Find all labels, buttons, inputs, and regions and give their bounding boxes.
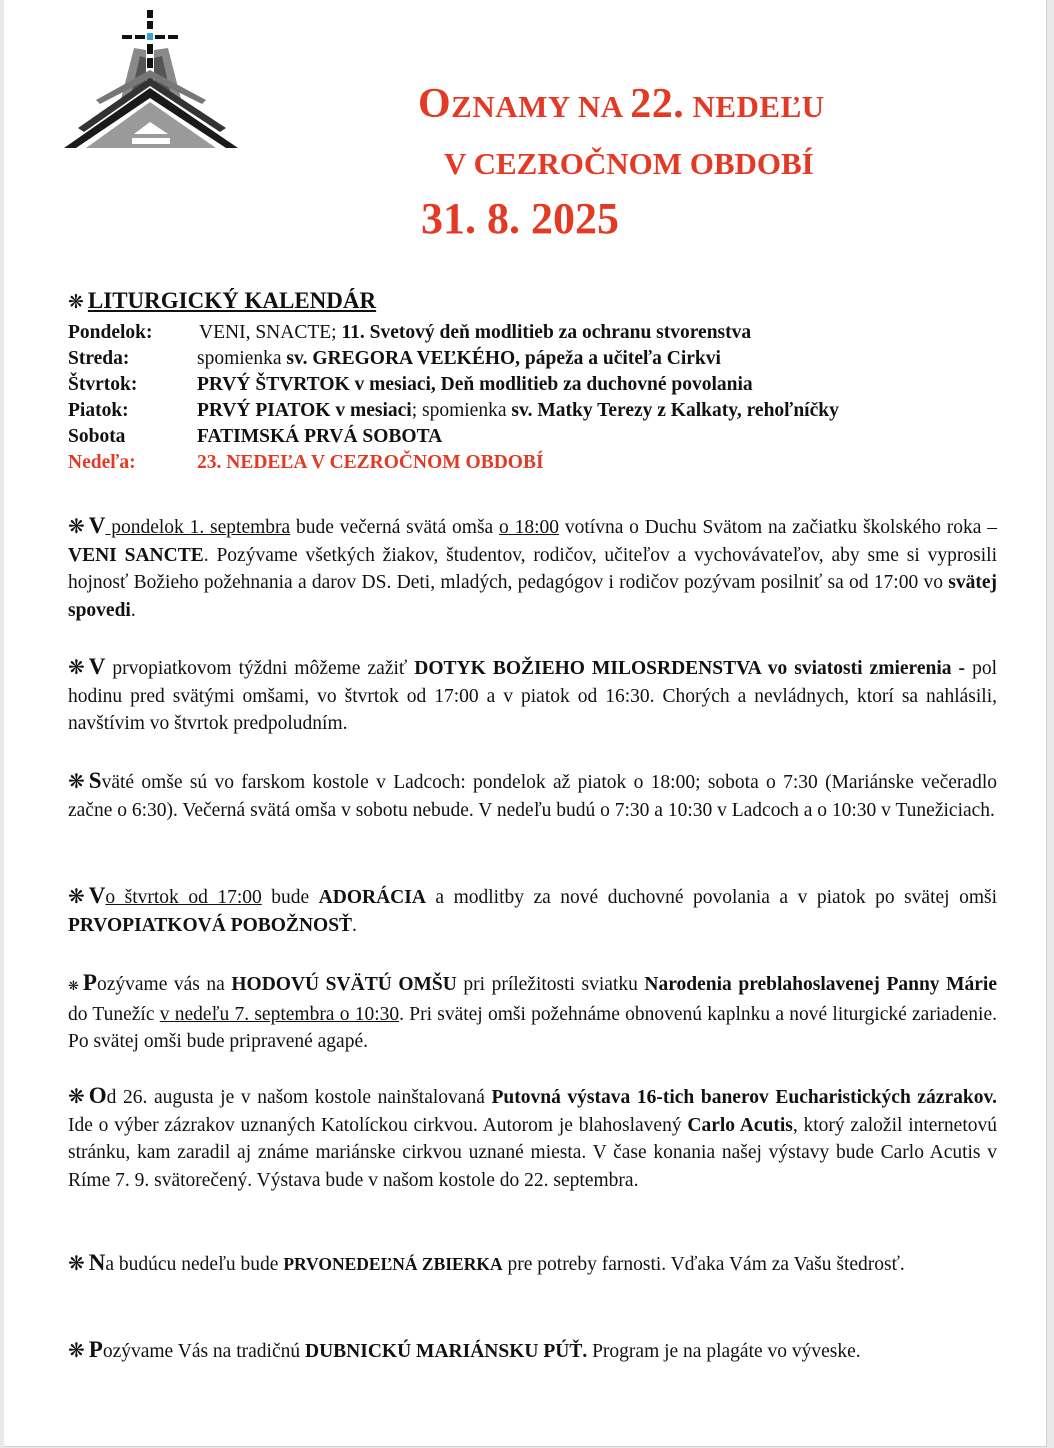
- calendar-day: Štvrtok:: [68, 374, 138, 395]
- announcement-paragraph: ❋ V pondelok 1. septembra bude večerná svätá omša o 18:00 votívna o Duchu Svätom na začiatku školského roka – VENI SANCTE. Pozývame všetkých žiakov, študentov, rodičov, učiteľov a vychovávateľov, aby sme si vyprosili hojnosť Božieho požehnania a darov DS. Deti, mladých, pedagógov i rodičov pozývam posilniť sa od 17:00 vo svätej spovedi.: [68, 513, 998, 621]
- calendar-day: Piatok:: [68, 400, 129, 421]
- announcement-date: 31. 8. 2025: [421, 194, 619, 243]
- flower-bullet-icon: ❋: [68, 1338, 85, 1362]
- calendar-day: Pondelok:: [68, 322, 153, 343]
- announcement-paragraph: ❋ Sväté omše sú vo farskom kostole v Ladcoch: pondelok až piatok o 18:00; sobota o 7:30 (Mariánske večeradlo začne o 6:30). Večerná svätá omša v sobotu nebude. V nedeľu budú o 7:30 a 10:30 v Ladcoch a o 10:30 v Tunežiciach.: [68, 768, 997, 821]
- calendar-heading: ❋ LITURGICKÝ KALENDÁR: [68, 288, 377, 313]
- announcement-paragraph: ❋ Od 26. augusta je v našom kostole nainštalovaná Putovná výstava 16-tich banerov Eucharistických zázrakov. Ide o výber zázrakov uznaných Katolíckou cirkvou. Autorom je blahoslavený Carlo Acutis, ktorý založil internetovú stránku, kam zaradil aj známe mariánske cirkvou uznané miesta. V čase konania našej výstavy bude Carlo Acutis v Ríme 7. 9. svätorečený. Výstava bude v našom kostole do 22. septembra.: [68, 1083, 998, 1191]
- flower-bullet-icon: ❋: [68, 1084, 85, 1108]
- flower-bullet-icon: ❋: [68, 291, 84, 313]
- calendar-day: Sobota: [68, 426, 126, 447]
- announcement-paragraph: ❋ Pozývame Vás na tradičnú DUBNICKÚ MARIÁNSKU PÚŤ. Program je na plagáte vo výveske.: [68, 1337, 861, 1362]
- title-line-2: V CEZROČNOM OBDOBÍ: [444, 146, 814, 181]
- document-page: OZNAMY NA 22. NEDEĽU V CEZROČNOM OBDOBÍ 31. 8. 2025 ❋ LITURGICKÝ KALENDÁR Pondelok: VENI, SNACTE; 11. Svetový deň modlitieb za ochranu stvorenstva Streda: spomienka sv. GREGORA VEĽKÉHO, pápeža a učiteľa Cirkvi Štvrtok: PRVÝ ŠTVRTOK v mesiaci, Deň modlitieb za duchovné povolania Piatok: PRVÝ PIATOK v mesiaci; spomienka sv. Matky Terezy z Kalkaty, rehoľníčky Sobota FATIMSKÁ PRVÁ SOBOTA Nedeľa: 23. NEDEĽA V CEZROČNOM OBDOBÍ ❋ V pondelok 1. septembra bude večerná svätá omša o 18:00 votívna o Duchu Svätom na začiatku školského roka – VENI SANCTE. Pozývame všetkých žiakov, študentov, rodičov, učiteľov a vychovávateľov, aby sme si vyprosili hojnosť Božieho požehnania a darov DS. Deti, mladých, pedagógov i rodičov pozývam posilniť sa od 17:00 vo svätej spovedi. ❋ V prvopiatkovom týždni môžeme zažiť DOTYK BOŽIEHO MILOSRDENSTVA vo sviatosti zmierenia - pol hodinu pred svätými omšami, vo štvrtok od 17:00 a v piatok od 16:30. Chorých a nevládnych, ktorí sa nahlásili, navštívim vo štvrtok predpoludním. ❋ Sväté omše sú vo farskom kostole v Ladcoch: pondelok až piatok o 18:00; sobota o 7:30 (Mariánske večeradlo začne o 6:30). Večerná svätá omša v sobotu nebude. V nedeľu budú o 7:30 a 10:30 v Ladcoch a o 10:30 v Tunežiciach. ❋ Vo štvrtok od 17:00 bude ADORÁCIA a modlitby za nové duchovné povolania a v piatok po svätej omši PRVOPIATKOVÁ POBOŽNOSŤ. ❋ Pozývame vás na HODOVÚ SVÄTÚ OMŠU pri príležitosti sviatku Narodenia preblahoslavenej Panny Márie do Tunežíc v nedeľu 7. septembra o 10:30. Pri svätej omši požehnáme obnovenú kaplnku a nové liturgické zariadenie. Po svätej omši bude pripravené agapé. ❋ Od 26. augusta je v našom kostole nainštalovaná Putovná výstava 16-tich banerov Eucharistických zázrakov. Ide o výber zázrakov uznaných Katolíckou cirkvou. Autorom je blahoslavený Carlo Acutis, ktorý založil internetovú stránku, kam zaradil aj známe mariánske cirkvou uznané miesta. V čase konania našej výstavy bude Carlo Acutis v Ríme 7. 9. svätorečený. Výstava bude v našom kostole do 22. septembra. ❋ Na budúcu nedeľu bude PRVONEDEĽNÁ ZBIERKA pre potreby farnosti. Vďaka Vám za Vašu štedrosť. ❋ Pozývame Vás na tradičnú DUBNICKÚ MARIÁNSKU PÚŤ. Program je na plagáte vo výveske.: [4, 0, 1047, 1447]
- flower-bullet-icon: ❋: [68, 514, 85, 538]
- announcement-paragraph: ❋ Vo štvrtok od 17:00 bude ADORÁCIA a modlitby za nové duchovné povolania a v piatok po svätej omši PRVOPIATKOVÁ POBOŽNOSŤ.: [68, 883, 997, 936]
- flower-bullet-icon: ❋: [68, 1251, 85, 1275]
- flower-bullet-icon: ❋: [68, 769, 85, 793]
- flower-bullet-icon: ❋: [68, 655, 85, 679]
- calendar-day: Streda:: [68, 348, 130, 369]
- announcement-paragraph: ❋ Pozývame vás na HODOVÚ SVÄTÚ OMŠU pri príležitosti sviatku Narodenia preblahoslavenej Panny Márie do Tunežíc v nedeľu 7. septembra o 10:30. Pri svätej omši požehnáme obnovenú kaplnku a nové liturgické zariadenie. Po svätej omši bude pripravené agapé.: [68, 970, 997, 1052]
- church-cross-logo: [56, 8, 246, 153]
- announcement-paragraph: ❋ V prvopiatkovom týždni môžeme zažiť DOTYK BOŽIEHO MILOSRDENSTVA vo sviatosti zmierenia - pol hodinu pred svätými omšami, vo štvrtok od 17:00 a v piatok od 16:30. Chorých a nevládnych, ktorí sa nahlásili, navštívim vo štvrtok predpoludním.: [68, 654, 997, 734]
- flower-bullet-icon: ❋: [68, 979, 79, 994]
- title-line-1: OZNAMY NA 22. NEDEĽU: [418, 81, 825, 127]
- flower-bullet-icon: ❋: [68, 884, 85, 908]
- calendar-day: Nedeľa:: [68, 452, 136, 473]
- announcement-paragraph: ❋ Na budúcu nedeľu bude PRVONEDEĽNÁ ZBIERKA pre potreby farnosti. Vďaka Vám za Vašu štedrosť.: [68, 1250, 905, 1275]
